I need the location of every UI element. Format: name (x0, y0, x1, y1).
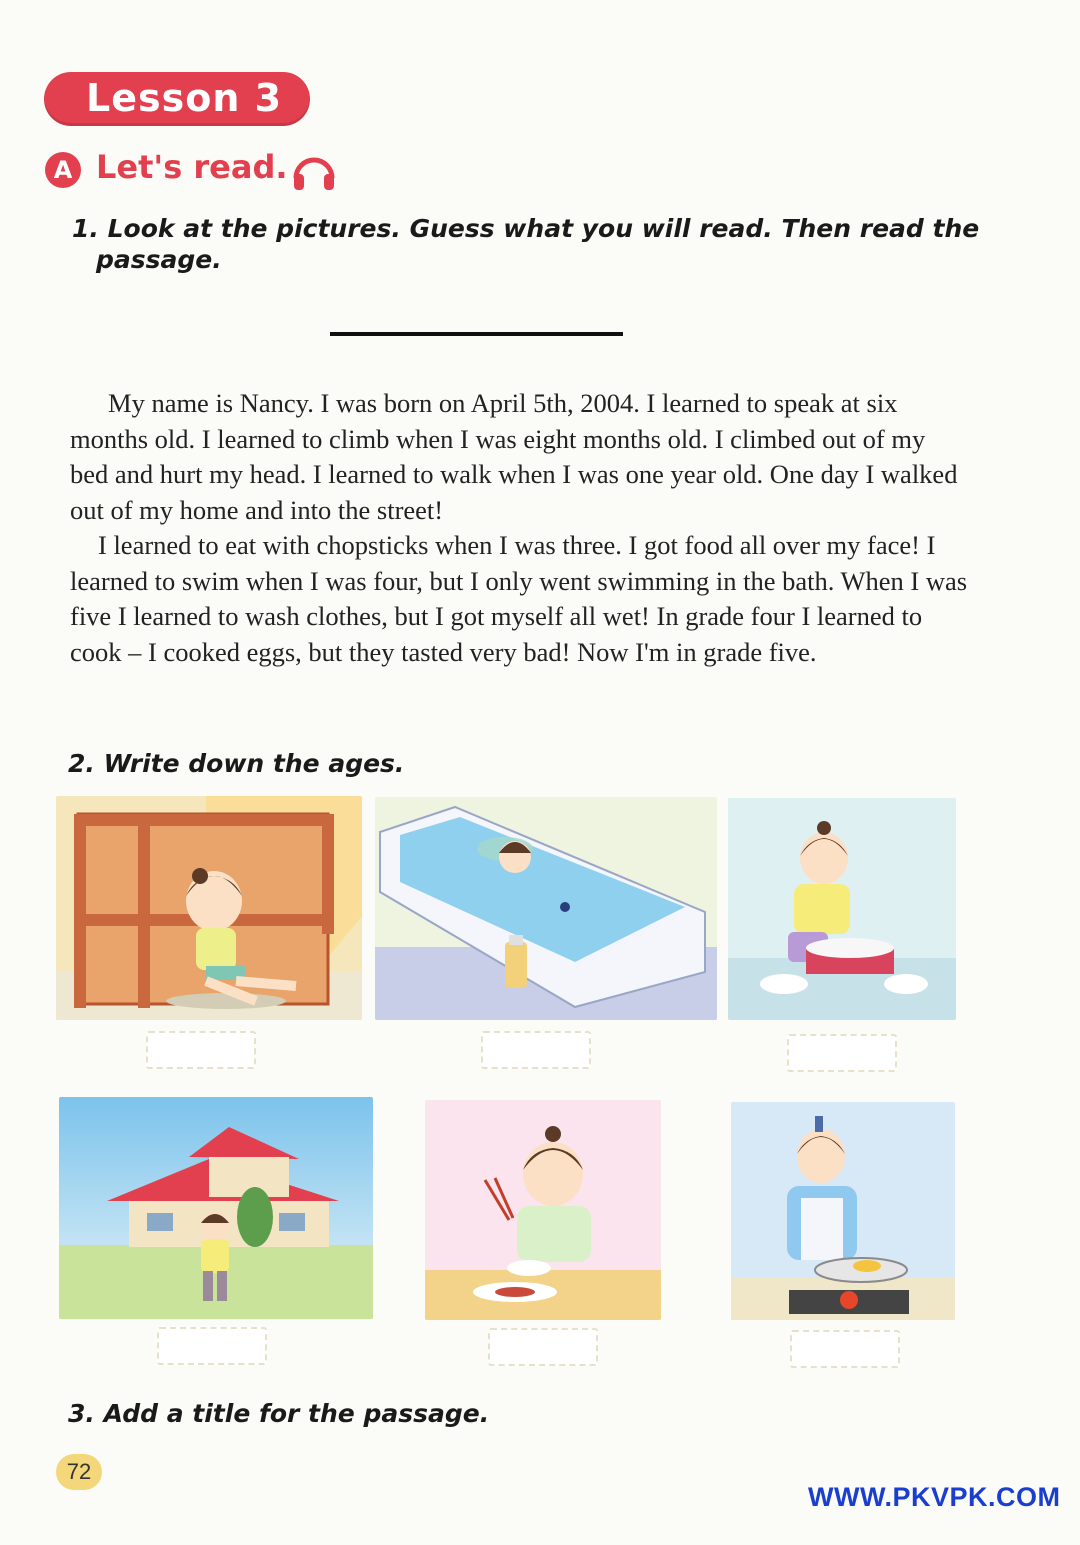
picture-wash-clothes (728, 798, 956, 1020)
section-title: Let's read. (96, 148, 288, 186)
answer-box-6[interactable] (790, 1330, 900, 1368)
passage-paragraph-1: My name is Nancy. I was born on April 5th, 2004. I learned to speak at six months old. I learned to climb when I was eight months old. I climbed out of my bed and hurt my head. I learned to walk when I was one year old. One day I walked out of my home and into the street! (70, 388, 958, 525)
reading-passage (70, 386, 970, 670)
task2-number: 2. (68, 749, 95, 778)
lesson-title: Lesson 3 (86, 76, 283, 120)
picture-swim-in-bath (375, 797, 717, 1020)
task1-instruction (72, 213, 979, 275)
answer-box-4[interactable] (157, 1327, 267, 1365)
answer-box-5[interactable] (488, 1328, 598, 1366)
page-number: 72 (56, 1454, 102, 1490)
answer-box-1[interactable] (146, 1031, 256, 1069)
task3-instruction (68, 1398, 489, 1429)
task2-instruction (68, 748, 404, 779)
picture-climb-hurt-head (56, 796, 362, 1020)
passage-title-blank[interactable] (330, 332, 623, 336)
task1-instruction-line2: passage. (96, 245, 222, 274)
picture-walk-out-of-home (59, 1097, 373, 1319)
task3-number: 3. (68, 1399, 95, 1428)
task3-instruction-text: Add a title for the passage. (103, 1399, 490, 1428)
section-letter-badge: A (45, 152, 81, 188)
watermark-url: WWW.PKVPK.COM (808, 1482, 1061, 1512)
picture-cook-eggs (731, 1102, 955, 1320)
passage-paragraph-2: I learned to eat with chopsticks when I was three. I got food all over my face! I learned to swim when I was four, but I only went swimming in the bath. When I was five I learned to wash clothes, but I got myself all wet! In grade four I learned to cook – I cooked eggs, but they tasted very bad! Now I'm in grade five. (70, 530, 968, 667)
task2-instruction-text: Write down the ages. (103, 749, 405, 778)
answer-box-3[interactable] (787, 1034, 897, 1072)
headphones-icon[interactable] (290, 150, 338, 192)
picture-eat-with-chopsticks (425, 1100, 661, 1320)
answer-box-2[interactable] (481, 1031, 591, 1069)
task1-instruction-line1: Look at the pictures. Guess what you will read. Then read the (107, 214, 980, 243)
task1-number: 1. (72, 214, 99, 243)
